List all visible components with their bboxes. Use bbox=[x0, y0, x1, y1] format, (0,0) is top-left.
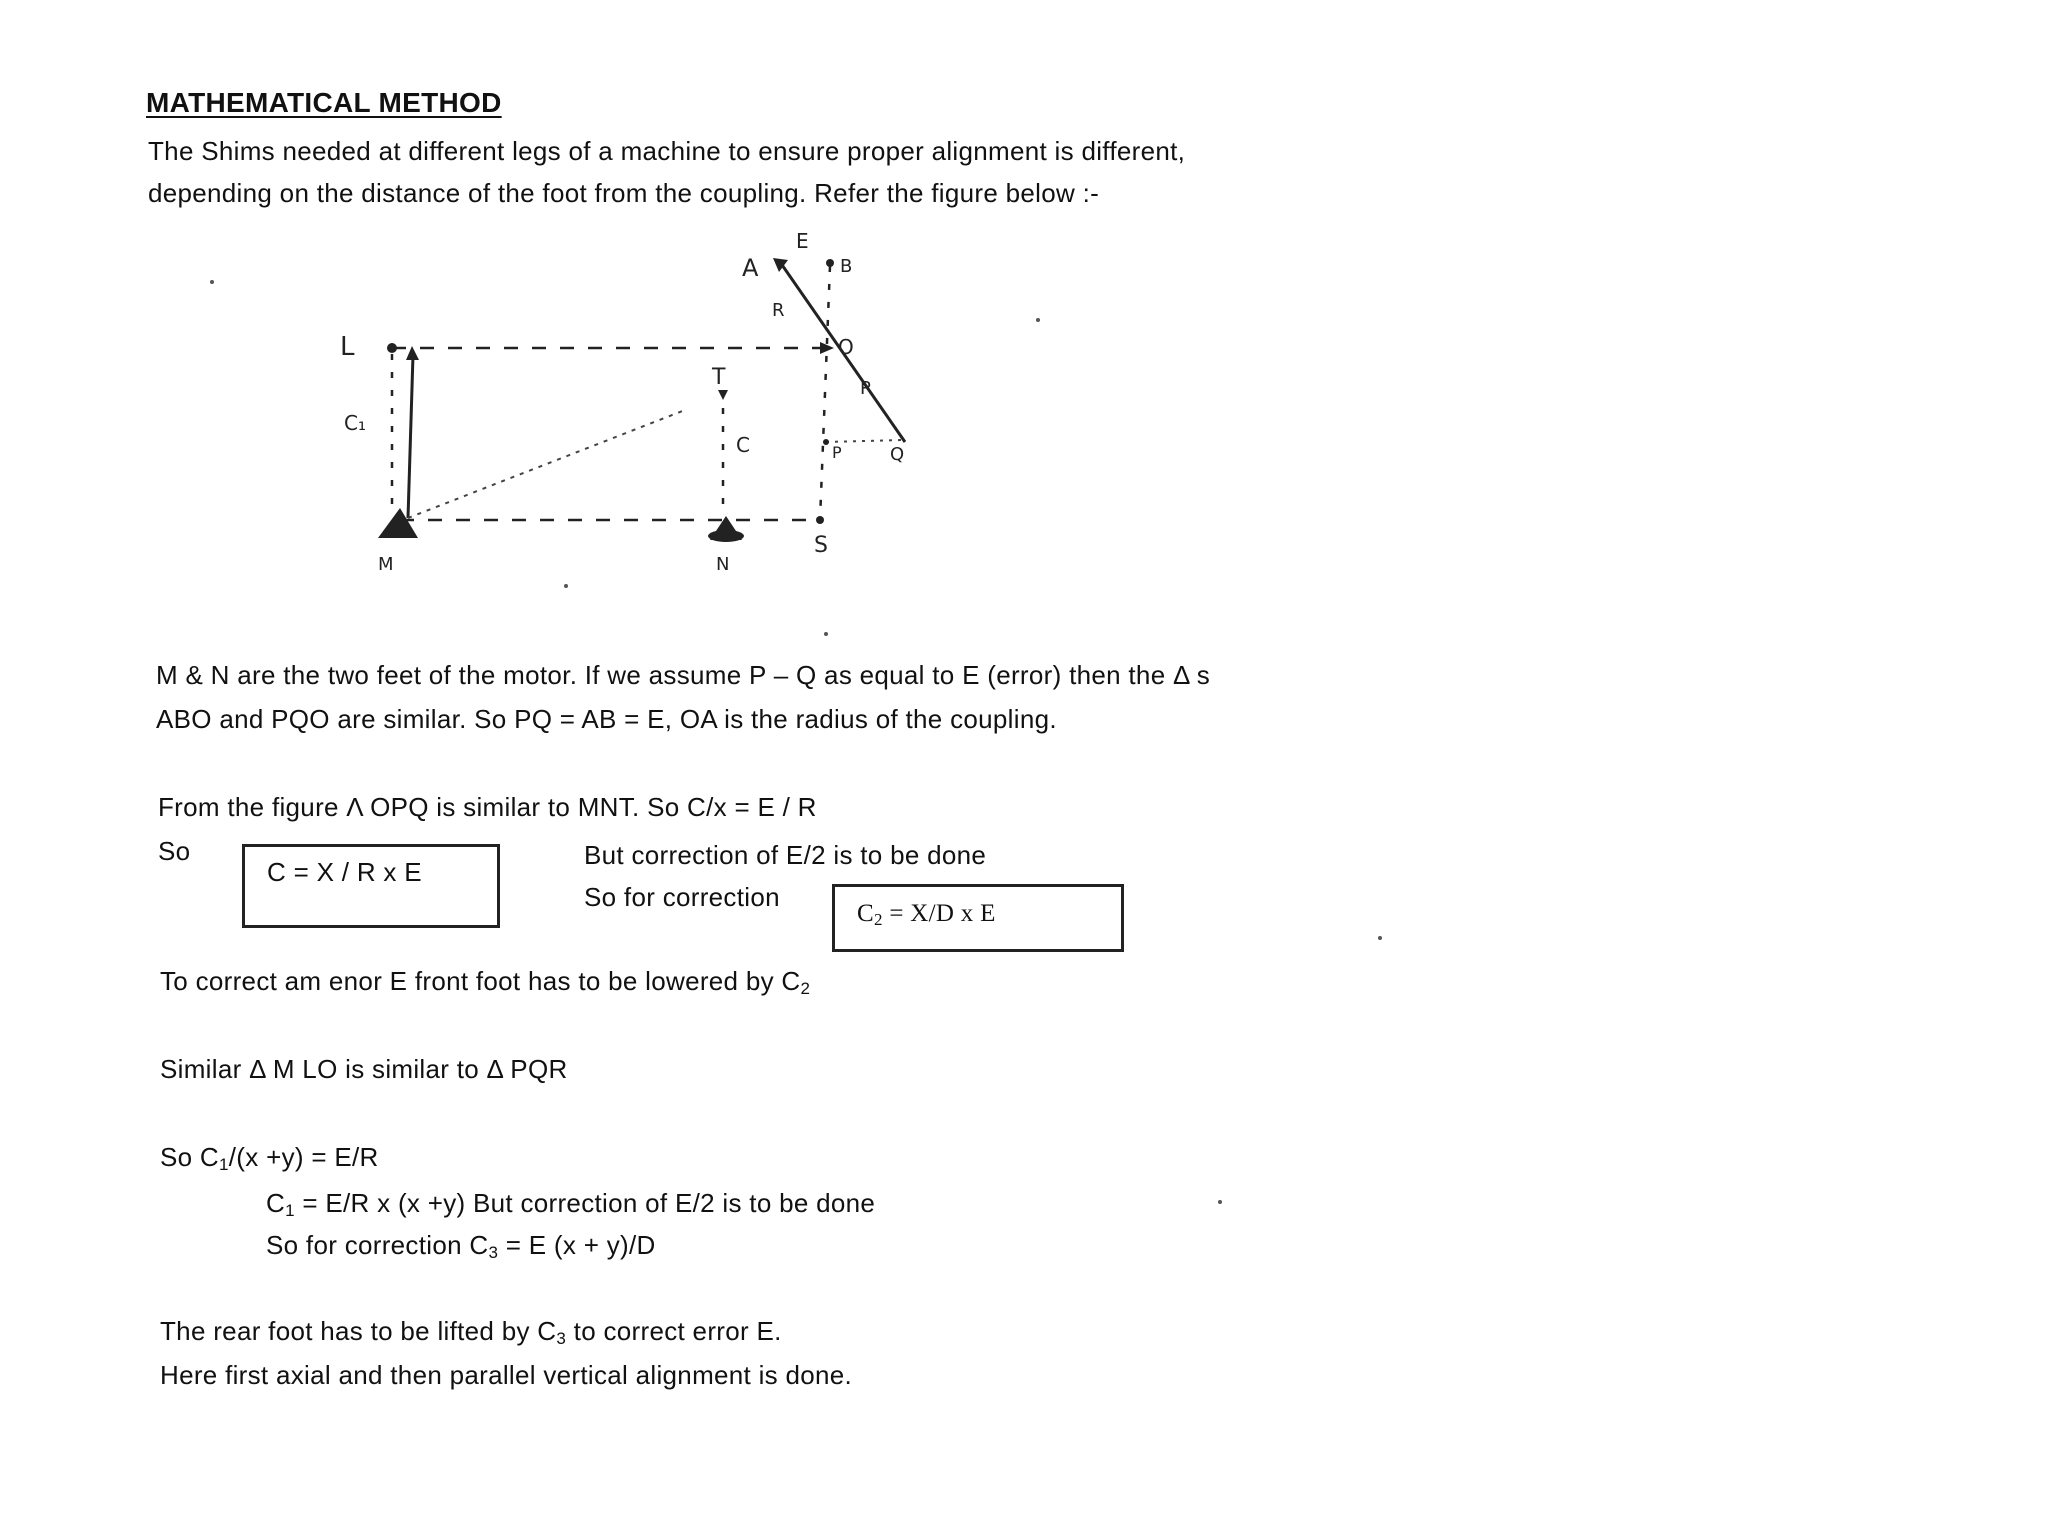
alignment-figure bbox=[330, 220, 950, 600]
closing-line-2: Here first axial and then parallel vertical alignment is done. bbox=[160, 1360, 853, 1390]
scan-speck bbox=[1378, 936, 1382, 940]
formula-box-c2 bbox=[832, 884, 1124, 952]
label-E: E bbox=[796, 229, 809, 253]
label-O: O bbox=[838, 335, 854, 359]
so-label: So bbox=[158, 836, 191, 866]
point-P bbox=[823, 439, 829, 445]
point-L bbox=[387, 343, 397, 353]
arrow-M-L bbox=[408, 355, 413, 518]
label-P: P bbox=[832, 443, 842, 462]
point-B bbox=[826, 259, 834, 267]
line-P-Q bbox=[826, 440, 902, 442]
foot-N-base bbox=[708, 530, 744, 542]
label-L: L bbox=[340, 332, 355, 362]
scan-speck bbox=[824, 632, 828, 636]
intro-line-2: depending on the distance of the foot from the coupling. Refer the figure below :- bbox=[148, 178, 1100, 208]
formula-c2: $C_2 = X/D$ x E bbox=[857, 900, 996, 929]
scan-speck bbox=[1218, 1200, 1222, 1204]
point-S bbox=[816, 516, 824, 524]
line-B-S bbox=[820, 266, 830, 520]
para2-line-1: From the figure Λ OPQ is similar to MNT. So C/x = E / R bbox=[158, 792, 817, 822]
equation-3: So for correction $C_3 = E$ (x + y)/D bbox=[266, 1230, 656, 1262]
formula-box-c bbox=[242, 844, 500, 928]
line-M-T bbox=[408, 410, 685, 518]
front-foot-line: To correct am enor E front foot has to be lowered by $C_2$ bbox=[160, 966, 811, 998]
label-S: S bbox=[814, 533, 828, 558]
label-R-lower: R bbox=[860, 378, 873, 399]
label-Q: Q bbox=[890, 444, 905, 465]
closing-line-1: The rear foot has to be lifted by $C_3$ to correct error E. bbox=[160, 1316, 782, 1348]
label-C1: C₁ bbox=[344, 411, 366, 435]
arrowhead-T bbox=[718, 390, 728, 400]
label-A: A bbox=[742, 254, 759, 282]
label-B: B bbox=[840, 256, 853, 277]
intro-line-1: The Shims needed at different legs of a machine to ensure proper alignment is different, bbox=[148, 136, 1186, 166]
arrowhead-L bbox=[406, 346, 419, 360]
scan-speck bbox=[1036, 318, 1040, 322]
so-for-correction: So for correction bbox=[584, 882, 780, 912]
scan-speck bbox=[210, 280, 214, 284]
label-N: N bbox=[716, 554, 730, 575]
label-M: M bbox=[378, 554, 394, 575]
correction-note: But correction of E/2 is to be done bbox=[584, 840, 987, 870]
page-heading: MATHEMATICAL METHOD bbox=[146, 87, 502, 118]
label-C: C bbox=[736, 433, 750, 457]
scan-speck bbox=[564, 584, 568, 588]
para1-line-1: M & N are the two feet of the motor. If we assume P – Q as equal to E (error) then the Δ s bbox=[156, 660, 1211, 690]
foot-M bbox=[378, 508, 418, 538]
label-T: T bbox=[712, 365, 726, 390]
formula-c: C = X / R x E bbox=[267, 857, 422, 887]
similar-line: Similar Δ M LO is similar to Δ PQR bbox=[160, 1054, 568, 1084]
label-R-upper: R bbox=[772, 300, 785, 321]
equation-1: So $C_1/(x +y) = E/R$ bbox=[160, 1142, 379, 1174]
para1-line-2: ABO and PQO are similar. So PQ = AB = E, OA is the radius of the coupling. bbox=[156, 704, 1057, 734]
equation-2: $C_1 = E/R$ x (x +y) But correction of E/2 is to be done bbox=[266, 1188, 876, 1220]
